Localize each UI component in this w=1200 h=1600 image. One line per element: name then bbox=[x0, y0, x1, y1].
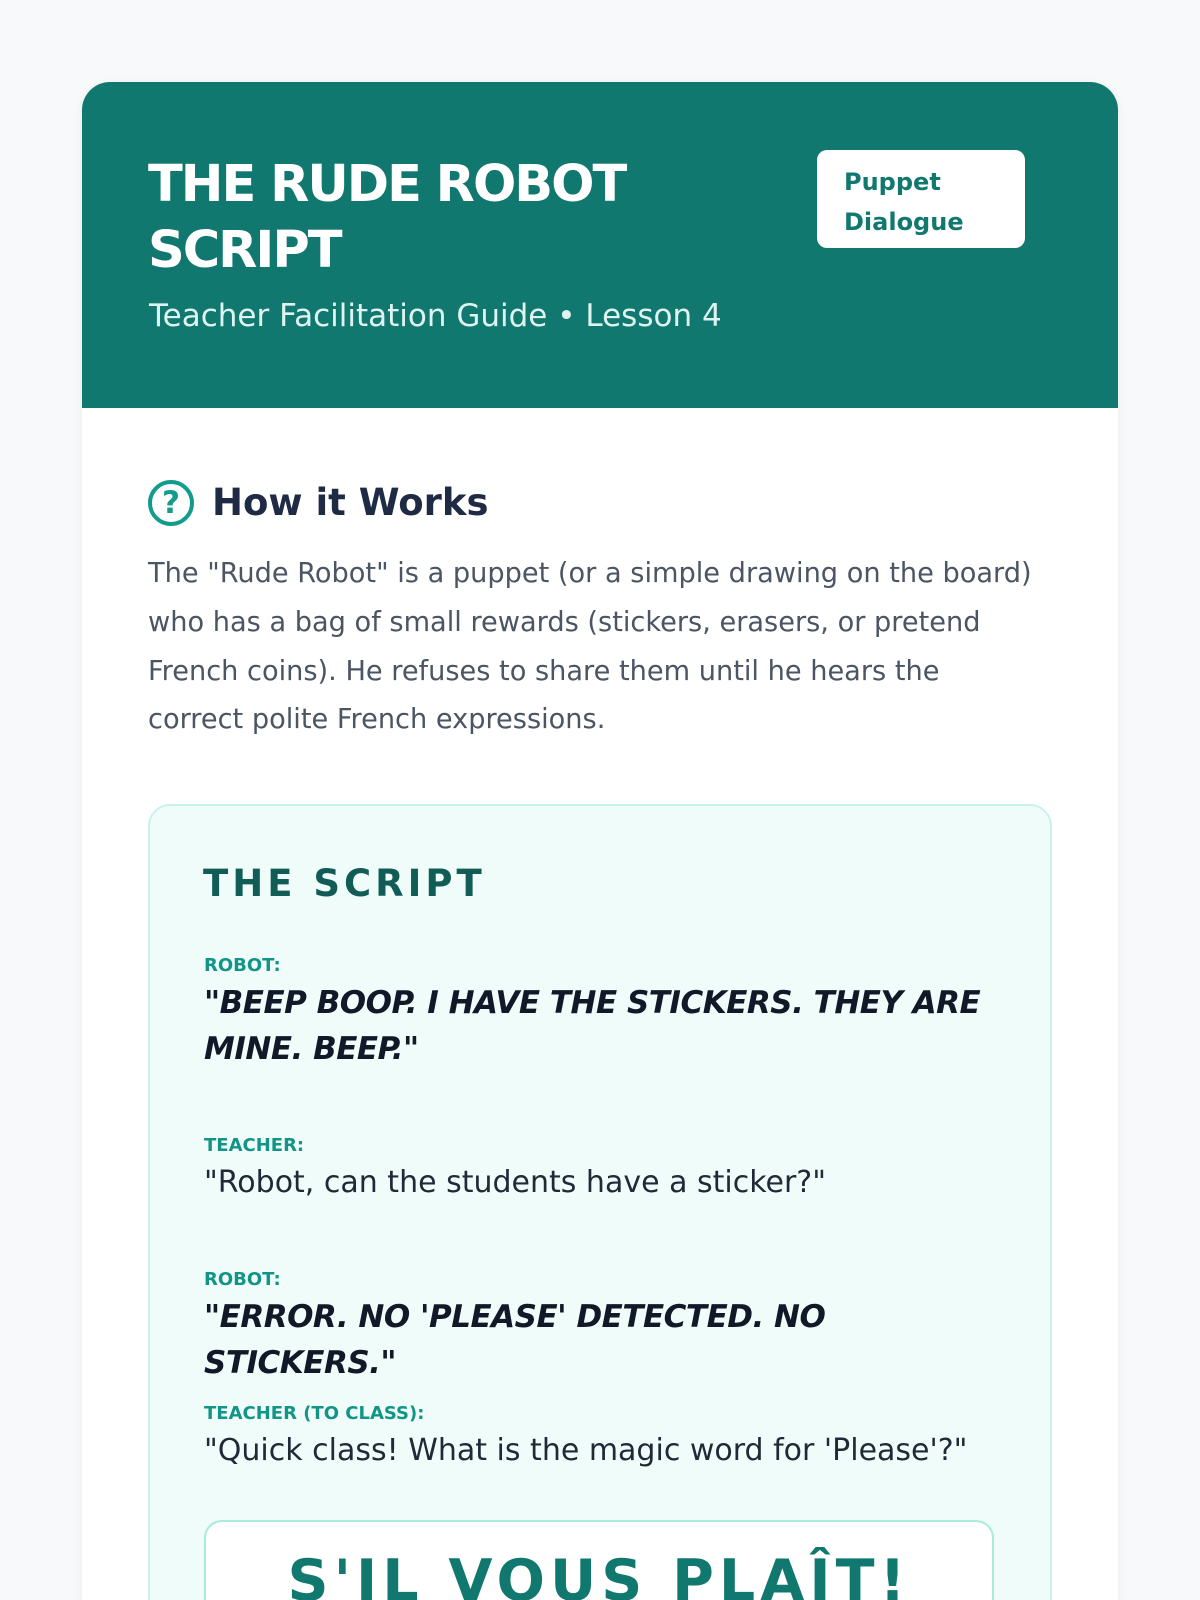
how-it-works-heading bbox=[148, 476, 489, 530]
speaker-label: ROBOT: bbox=[204, 955, 281, 976]
lesson-header bbox=[82, 82, 1118, 408]
magic-word-text: S'IL VOUS PLAÎT! bbox=[287, 1548, 911, 1600]
lesson-subtitle: Teacher Facilitation Guide • Lesson 4 bbox=[149, 298, 722, 334]
speaker-label: ROBOT: bbox=[204, 1269, 281, 1290]
script-card bbox=[82, 82, 1118, 1600]
teacher-dialogue-line: "Quick class! What is the magic word for 'Please'?" bbox=[204, 1433, 968, 1468]
robot-dialogue-line: "ERROR. NO 'PLEASE' DETECTED. NO STICKERS." bbox=[204, 1299, 826, 1381]
speaker-label: TEACHER (TO CLASS): bbox=[204, 1403, 425, 1424]
magic-word-answer bbox=[204, 1520, 994, 1600]
script-panel bbox=[148, 804, 1052, 1600]
page-title: THE RUDE ROBOT SCRIPT bbox=[148, 155, 626, 280]
robot-dialogue-line: "BEEP BOOP. I HAVE THE STICKERS. THEY ARE MINE. BEEP." bbox=[204, 985, 981, 1067]
question-circle-icon: ? bbox=[148, 480, 194, 526]
teacher-dialogue-line: "Robot, can the students have a sticker?" bbox=[204, 1165, 827, 1200]
how-it-works-title: How it Works bbox=[212, 481, 489, 524]
activity-type-badge bbox=[817, 150, 1025, 248]
how-it-works-description: The "Rude Robot" is a puppet (or a simple drawing on the board) who has a bag of small rewards (stickers, erasers, or pretend French coins). He refuses to share them until he hears the correct polite French expressions. bbox=[148, 558, 1032, 736]
speaker-label: TEACHER: bbox=[204, 1135, 305, 1156]
badge-label-line-1: Puppet bbox=[844, 168, 941, 196]
script-title: THE SCRIPT bbox=[203, 862, 486, 905]
badge-label-line-2: Dialogue bbox=[844, 208, 964, 236]
